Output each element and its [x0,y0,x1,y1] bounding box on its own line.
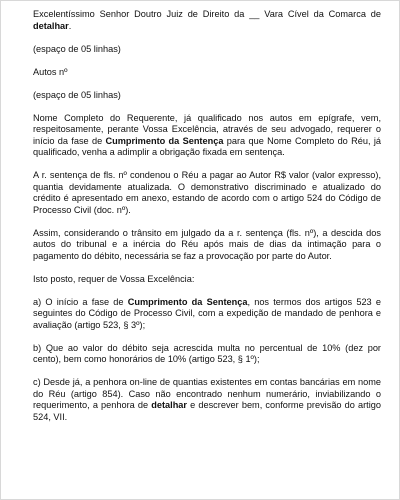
space-note-2: (espaço de 05 linhas) [33,89,121,100]
intro-bold: Cumprimento da Sentença [105,135,224,146]
paragraph-intro [33,113,381,159]
greeting-end: . [68,20,72,31]
item-c-text-c: e descrever bem, conforme previsão do artigo 524, VII. [33,400,381,422]
item-a-text-a: a) O início a fase de [33,296,128,307]
autos-line: Autos nº [33,66,68,77]
paragraph-assim: Assim, considerando o trânsito em julgado da a r. sentença (fls. nº), a descida dos autos do tribunal e a inércia do Réu após mais de dias da intimação para o pagamento do débito, necessária se faz a provocação por parte do Autor. [33,227,381,261]
intro-text-a: Nome Completo do Requerente, já qualificado nos autos em epígrafe, vem, respeitosamente, perante Vossa Excelência, através de seu advogado, requerer o início da fase de [33,112,381,146]
space-note-1: (espaço de 05 linhas) [33,43,121,54]
paragraph-isto: Isto posto, requer de Vossa Excelência: [33,273,195,284]
greeting-text: Excelentíssimo Senhor Doutro Juiz de Direito da __ Vara Cível da Comarca de [33,9,381,19]
item-a-text-c: , nos termos dos artigos 523 e seguintes do Código de Processo Civil, com a expedição de mandado de penhora e avaliação (artigo 523, § 3º); [33,296,381,330]
greeting [33,9,381,32]
paragraph-sentenca: A r. sentença de fls. nº condenou o Réu a pagar ao Autor R$ valor (valor expresso), quantia devidamente atualizada. O demonstrativo discriminado e atualizado do crédito é apresentado em anexo, estando de acordo com o artigo 524 do Código de Processo Civil (doc. nº). [33,170,381,215]
request-item-a [33,297,381,332]
intro-text-c: para que Nome Completo do Réu, já qualificado, venha a adimplir a obrigação fixada em sentença. [33,135,381,157]
item-a-bold: Cumprimento da Sentença [127,296,248,307]
greeting-placeholder: detalhar [33,20,69,31]
request-item-b: b) Que ao valor do débito seja acrescida multa no percentual de 10% (dez por cento), bem como honorários de 10% (artigo 523, § 1º); [33,342,381,364]
item-c-bold: detalhar [151,400,187,410]
request-item-c [33,377,381,423]
item-c-text-a: c) Desde já, a penhora on-line de quantias existentes em contas bancárias em nome do Réu (artigo 854). Caso não encontrado nenhum numerário, inviabilizando o requerimento, a penhora de [33,377,381,410]
